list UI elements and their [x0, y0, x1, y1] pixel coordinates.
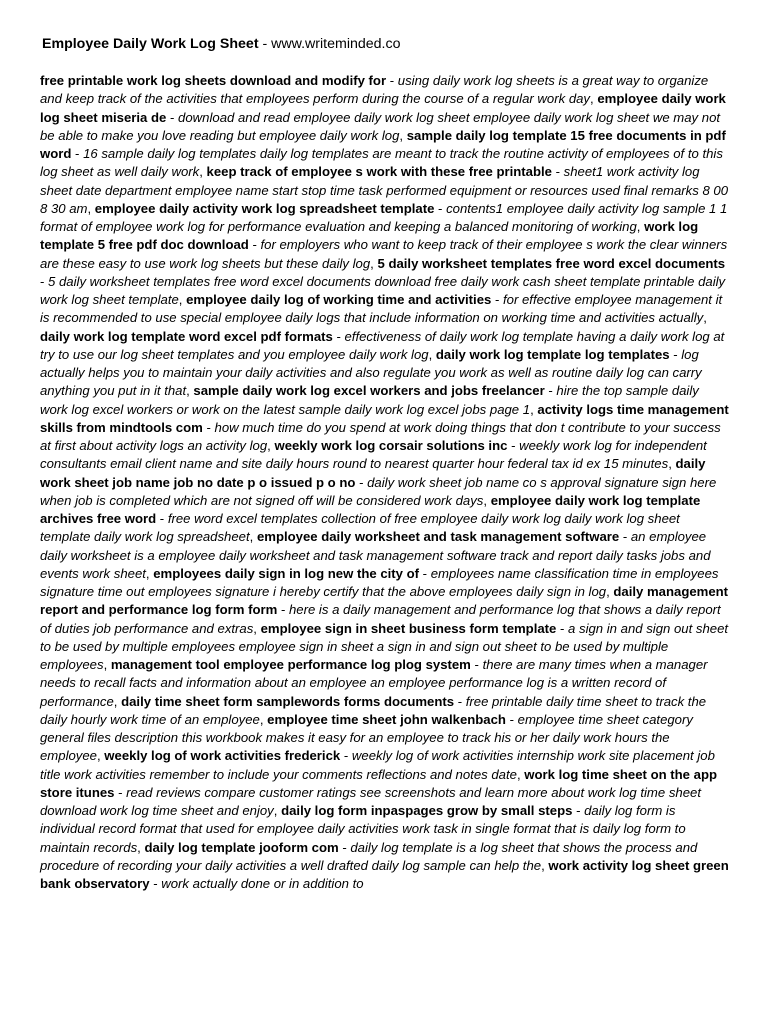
entry-2: employee daily work log sheet miseria de - download and read employee daily work log sheet employee daily work log sheet we may not be able to make you love reading but employee daily work log,	[40, 91, 726, 143]
entry-description: daily log template is a log sheet that shows the process and procedure of recording your daily activities a well drafted daily log sample can help the	[40, 839, 698, 873]
entry-title: management tool employee performance log plog system	[110, 657, 471, 672]
entry-description: daily work sheet job name co s approval signature sign here when job is completed which are not signed off will be considered work days	[40, 474, 717, 508]
entry-title: daily work log template word excel pdf formats	[40, 328, 333, 344]
entry-title: employee daily log of working time and activities	[186, 292, 492, 307]
entry-description: log actually helps you to maintain your daily activities and also regulate you work as well as routine daily log can carry anything you put in it that	[40, 346, 702, 399]
entry-description: work actually done or in addition to	[161, 876, 364, 891]
entry-18: daily management report and performance log form form - here is a daily management and performance log that shows a daily report of duties job performance and extras,	[40, 584, 729, 636]
entry-15: employee daily work log template archives free word - free word excel templates collection of free employee daily work log daily work log sheet template daily work log spreadsheet,	[40, 492, 701, 545]
title-separator: -	[258, 36, 272, 52]
entry-title: employee daily worksheet and task management software	[256, 529, 620, 545]
entry-description: free word excel templates collection of free employee daily work log daily work log sheet template daily work log spreadsheet	[40, 511, 680, 545]
entry-title: employee daily activity work log spreadsheet template	[94, 200, 435, 216]
entry-title: employee daily work log template archives free word	[40, 492, 701, 526]
entry-title: keep track of employee s work with these free printable	[206, 164, 552, 180]
entry-description: employees name classification time in employees signature time out employees signature i hereby certify that the above employees daily sign in log	[40, 565, 719, 599]
entry-description: 16 sample daily log templates daily log templates are meant to track the routine activity of employees of to this log sheet as well daily work	[40, 146, 723, 180]
entry-24: work log time sheet on the app store itunes - read reviews compare customer ratings see screenshots and learn more about work log time sheet download work log time sheet and enjoy,	[40, 766, 718, 818]
entry-description: employee time sheet category general files description this workbook makes it easy for an employee to track his or her daily work hours the employee	[40, 711, 693, 764]
entry-17: employees daily sign in log new the city of - employees name classification time in employees signature time out employees signature i hereby certify that the above employees daily sign in log,	[40, 565, 719, 599]
entry-title: employee sign in sheet business form template	[260, 620, 557, 636]
entry-10: daily work log template log templates - log actually helps you to maintain your daily activities and also regulate you work as well as routine daily log can carry anything you put in it that,	[40, 346, 702, 399]
document-title: Employee Daily Work Log Sheet	[42, 36, 259, 52]
entry-title: employees daily sign in log new the city of	[153, 565, 420, 581]
entry-title: daily work log template log templates	[435, 346, 670, 362]
entry-description: how much time do you spend at work doing things that don t contribute to your success at first about activity logs an activity log	[40, 419, 721, 453]
entry-title: employee daily work log sheet miseria de	[40, 91, 726, 125]
entry-title: work log time sheet on the app store itunes	[40, 766, 718, 800]
page-header	[42, 36, 400, 52]
entry-description: for employers who want to keep track of their employee s work the clear winners are these easy to use work log sheets but these daily log	[40, 237, 728, 271]
entry-5: employee daily activity work log spreadsheet template - contents1 employee daily activity log sample 1 1 format of employee work log for performance evaluation and keeping a balanced monitoring of working,	[40, 200, 728, 234]
entry-title: daily log form inpaspages grow by small steps	[281, 803, 573, 818]
entry-description: effectiveness of daily work log template having a daily work log at try to use our log sheet templates and you employee daily work log	[40, 328, 725, 362]
entry-title: daily log template jooform com	[144, 839, 339, 855]
entry-description: 5 daily worksheet templates free word excel documents download free daily work cash sheet template printable daily work log sheet template	[40, 273, 726, 307]
entry-3: sample daily log template 15 free documents in pdf word - 16 sample daily log templates daily log templates are meant to track the routine activity of employees of to this log sheet as well daily work,	[40, 127, 726, 180]
entry-description: download and read employee daily work log sheet employee daily work log sheet we may not be able to make you love reading but employee daily work log	[40, 109, 721, 143]
entry-4: keep track of employee s work with these free printable - sheet1 work activity log sheet date department employee name start stop time task performed equipment or resources used final remarks 8 00 8 30 am,	[40, 164, 729, 216]
entry-9: daily work log template word excel pdf formats - effectiveness of daily work log template having a daily work log at try to use our log sheet templates and you employee daily work log,	[40, 328, 725, 362]
entry-title: daily time sheet form samplewords forms documents	[121, 693, 455, 709]
entry-8: employee daily log of working time and activities - for effective employee management it is recommended to use special employee daily logs that include information on working time and activities actually,	[40, 292, 723, 326]
entry-19: employee sign in sheet business form template - a sign in and sign out sheet to be used by multiple employees employee sign in sheet a sign in and sign out sheet to be used by multiple employees,	[40, 620, 729, 672]
entry-20: management tool employee performance log plog system - there are many times when a manager needs to recall facts and information about an employee an employee performance log is a written record of performance,	[40, 657, 708, 709]
entry-title: free printable work log sheets download and modify for	[40, 73, 387, 88]
entry-description: sheet1 work activity log sheet date department employee name start stop time task performed equipment or resources used final remarks 8 00 8 30 am	[40, 164, 729, 216]
entry-description: daily log form is individual record format that used for employee daily activities work task in single format that is daily log form to maintain records	[40, 803, 686, 855]
entry-description: weekly log of work activities internship work site placement job title work activities remember to include your comments reflections and notes date	[40, 748, 715, 782]
entry-1: free printable work log sheets download and modify for - using daily work log sheets is a great way to organize and keep track of the activities that employees perform during the course of a regular work day,	[40, 73, 709, 107]
entry-22: employee time sheet john walkenbach - employee time sheet category general files description this workbook makes it easy for an employee to track his or her daily work hours the employee,	[40, 711, 693, 764]
entry-title: work activity log sheet green bank observatory	[40, 857, 729, 891]
entry-title: activity logs time management skills from mindtools com	[40, 401, 729, 435]
entry-12: activity logs time management skills from mindtools com - how much time do you spend at work doing things that don t contribute to your success at first about activity logs an activity log,	[40, 401, 729, 453]
entry-title: weekly work log corsair solutions inc	[274, 438, 508, 453]
entry-27: work activity log sheet green bank observatory - work actually done or in addition to	[40, 857, 729, 891]
entry-title: sample daily log template 15 free documents in pdf word	[40, 127, 726, 161]
entry-21: daily time sheet form samplewords forms documents - free printable daily time sheet to track the daily hourly work time of an employee,	[40, 693, 707, 727]
entry-23: weekly log of work activities frederick - weekly log of work activities internship work site placement job title work activities remember to include your comments reflections and notes date,	[40, 748, 715, 782]
entry-description: here is a daily management and performance log that shows a daily report of duties job performance and extras	[40, 602, 721, 636]
entry-title: daily work sheet job name job no date p o issued p o no	[40, 456, 706, 490]
entries-paragraph	[40, 72, 730, 893]
site-url: www.writeminded.co	[271, 36, 401, 52]
entry-description: read reviews compare customer ratings see screenshots and learn more about work log time sheet download work log time sheet and enjoy	[40, 784, 701, 818]
entry-11: sample daily work log excel workers and jobs freelancer - hire the top sample daily work log excel workers or work on the latest sample daily work log excel jobs page 1,	[40, 383, 699, 417]
entry-25: daily log form inpaspages grow by small steps - daily log form is individual record format that used for employee daily activities work task in single format that is daily log form to maintain records,	[40, 803, 686, 855]
entry-13: weekly work log corsair solutions inc - weekly work log for independent consultants email client name and site daily hours round to nearest quarter hour federal tax id ex 15 minutes,	[40, 438, 707, 472]
entry-16: employee daily worksheet and task management software - an employee daily worksheet is a employee daily worksheet and task management software track and report daily tasks jobs and events work sheet,	[40, 529, 711, 581]
entry-description: an employee daily worksheet is a employee daily worksheet and task management software track and report daily tasks jobs and events work sheet	[40, 529, 711, 581]
entry-description: a sign in and sign out sheet to be used by multiple employees employee sign in sheet a sign in and sign out sheet to be used by multiple employees	[40, 620, 729, 672]
entry-title: work log template 5 free pdf doc download	[40, 219, 699, 253]
entry-title: daily management report and performance log form form	[40, 584, 729, 618]
entry-title: employee time sheet john walkenbach	[267, 711, 506, 727]
entry-description: hire the top sample daily work log excel workers or work on the latest sample daily work log excel jobs page 1	[40, 383, 699, 417]
entry-title: 5 daily worksheet templates free word excel documents	[377, 255, 726, 271]
entry-description: contents1 employee daily activity log sample 1 1 format of employee work log for performance evaluation and keeping a balanced monitoring of working	[40, 200, 728, 234]
entry-description: for effective employee management it is recommended to use special employee daily logs that include information on working time and activities actually	[40, 292, 723, 326]
entry-description: there are many times when a manager needs to recall facts and information about an employee an employee performance log is a written record of performance	[40, 657, 708, 709]
entry-title: sample daily work log excel workers and jobs freelancer	[193, 383, 545, 399]
entry-7: 5 daily worksheet templates free word excel documents - 5 daily worksheet templates free word excel documents download free daily work cash sheet template printable daily work log sheet template,	[40, 255, 726, 307]
entry-14: daily work sheet job name job no date p o issued p o no - daily work sheet job name co s approval signature sign here when job is completed which are not signed off will be considered work days,	[40, 456, 717, 508]
entry-description: weekly work log for independent consultants email client name and site daily hours round to nearest quarter hour federal tax id ex 15 minutes	[40, 438, 707, 472]
entry-title: weekly log of work activities frederick	[104, 748, 341, 764]
entry-6: work log template 5 free pdf doc download - for employers who want to keep track of their employee s work the clear winners are these easy to use work log sheets but these daily log,	[40, 219, 728, 271]
entry-26: daily log template jooform com - daily log template is a log sheet that shows the process and procedure of recording your daily activities a well drafted daily log sample can help the,	[40, 839, 698, 873]
entry-description: free printable daily time sheet to track the daily hourly work time of an employee	[40, 693, 707, 727]
entry-description: using daily work log sheets is a great way to organize and keep track of the activities that employees perform during the course of a regular work day	[40, 73, 709, 107]
